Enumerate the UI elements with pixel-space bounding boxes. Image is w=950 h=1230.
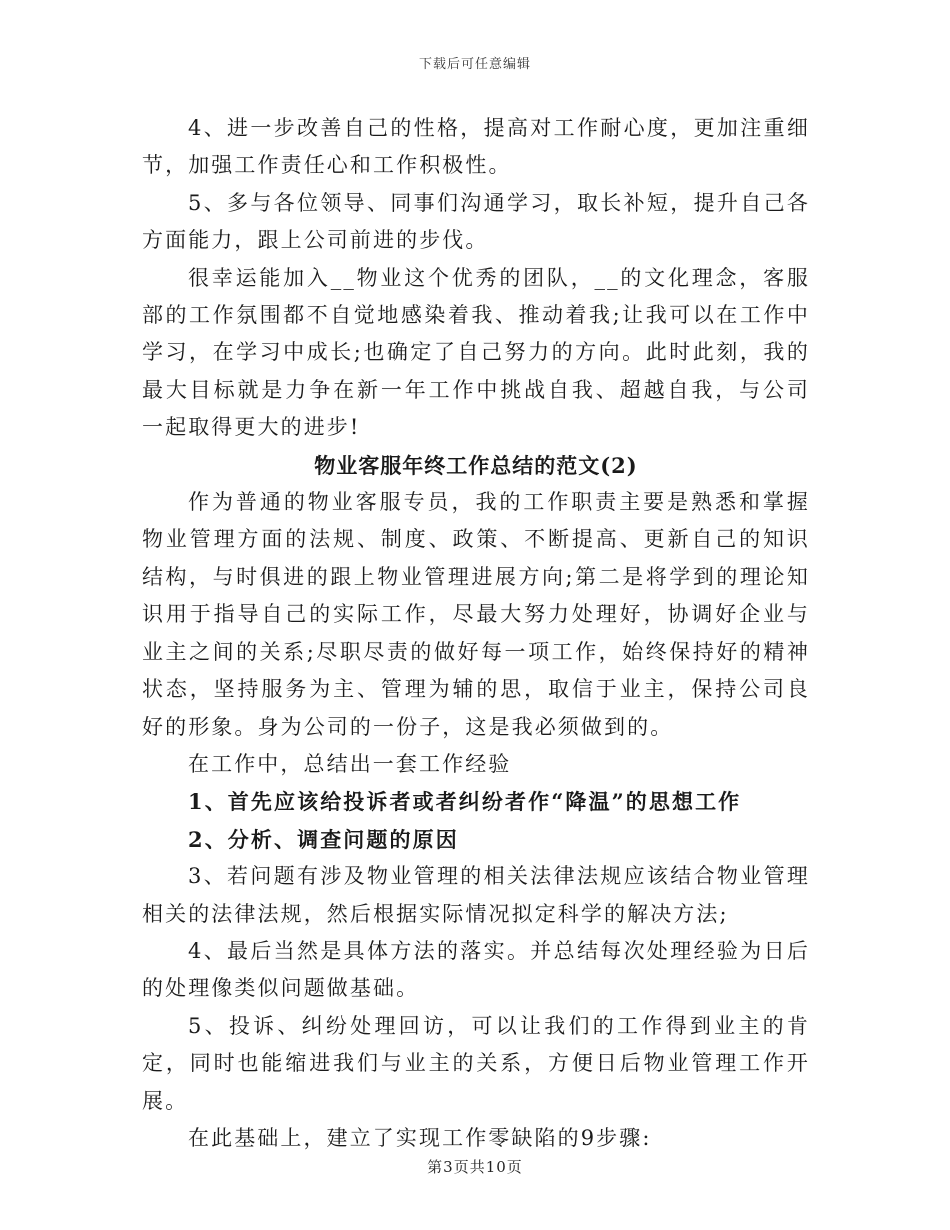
page-footer: 第3页共10页 <box>427 1158 523 1176</box>
page-content <box>142 110 810 1157</box>
page-header: 下载后可任意编辑 <box>418 57 531 72</box>
paragraph-improve-character: 4、进一步改善自己的性格，提高对工作耐心度，更加注重细节，加强工作责任心和工作积极性。 <box>142 116 810 178</box>
paragraph-experience-intro: 在工作中，总结出一套工作经验 <box>188 751 512 776</box>
paragraph-communicate: 5、多与各位领导、同事们沟通学习，取长补短，提升自己各方面能力，跟上公司前进的步伐。 <box>142 190 810 253</box>
paragraph-step-5: 5、投诉、纠纷处理回访，可以让我们的工作得到业主的肯定，同时也能缩进我们与业主的关系，方便日后物业管理工作开展。 <box>142 1013 810 1113</box>
paragraph-job-duties: 作为普通的物业客服专员，我的工作职责主要是熟悉和掌握物业管理方面的法规、制度、政策、不断提高、更新自己的知识结构，与时俱进的跟上物业管理进展方向;第二是将学到的理论知识用于指导自己的实际工作，尽最大努力处理好，协调好企业与业主之间的关系;尽职尽责的做好每一项工作，始终保持好的精神状态，坚持服务为主、管理为辅的思，取信于业主，保持公司良好的形象。身为公司的一份子，这是我必须做到的。 <box>142 490 810 739</box>
paragraph-step-4: 4、最后当然是具体方法的落实。并总结每次处理经验为日后的处理像类似问题做基础。 <box>142 938 810 1001</box>
section-title: 物业客服年终工作总结的范文(2) <box>314 452 638 478</box>
paragraph-step-3: 3、若问题有涉及物业管理的相关法律法规应该结合物业管理相关的法律法规，然后根据实际情况拟定科学的解决方法; <box>142 864 810 926</box>
paragraph-step-2: 2、分析、调查问题的原因 <box>188 826 459 852</box>
paragraph-fortunate-join: 很幸运能加入__物业这个优秀的团队，__的文化理念，客服部的工作氛围都不自觉地感染着我、推动着我;让我可以在工作中学习，在学习中成长;也确定了自己努力的方向。此时此刻，我的最大目标就是力争在新一年工作中挑战自我、超越自我，与公司一起取得更大的进步! <box>142 265 810 440</box>
paragraph-nine-steps: 在此基础上，建立了实现工作零缺陷的9步骤: <box>188 1125 652 1150</box>
paragraph-step-1: 1、首先应该给投诉者或者纠纷者作“降温”的思想工作 <box>188 789 742 815</box>
